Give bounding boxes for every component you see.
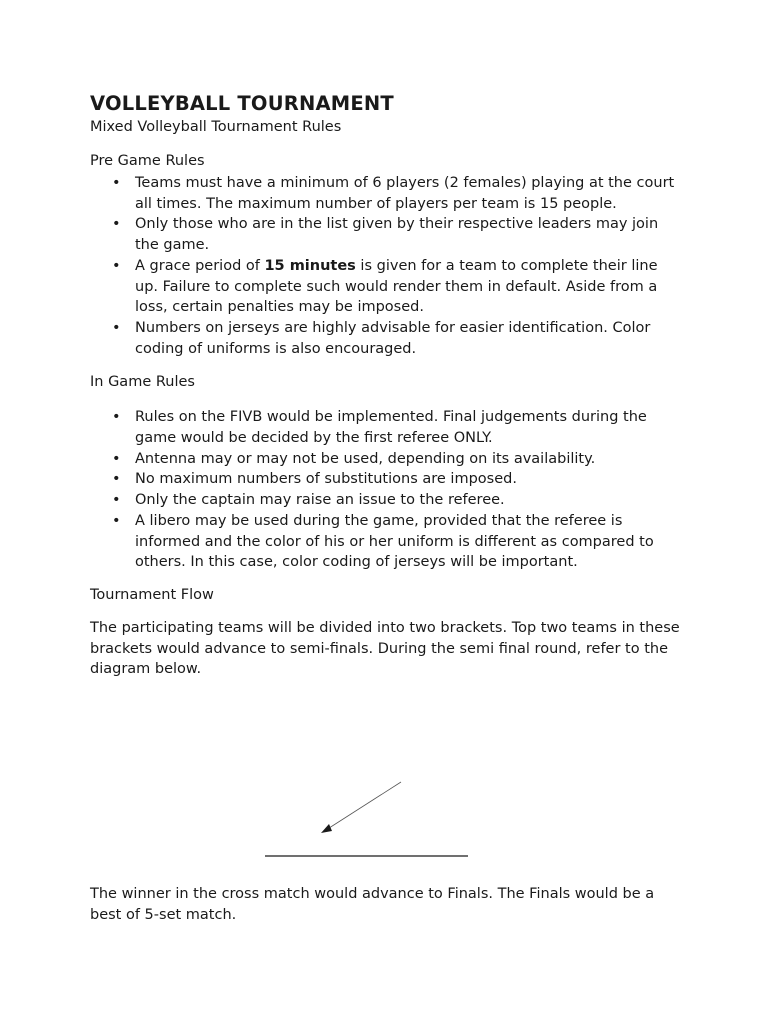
bullet-icon: • <box>112 512 121 529</box>
pre-game-heading: Pre Game Rules <box>90 153 205 169</box>
list-item: • A grace period of 15 minutes is given for a team to complete their line up. Failure to complete such would render them in default. Aside from a loss, certain penalties may be imposed. <box>112 257 658 316</box>
list-item: • Teams must have a minimum of 6 players (2 females) playing at the court all times. The maximum number of players per team is 15 people. <box>112 175 675 212</box>
list-item: • Rules on the FIVB would be implemented. Final judgements during the game would be decided by the first referee ONLY. <box>112 409 647 447</box>
grace-period-emphasis: 15 minutes <box>264 257 356 274</box>
in-game-list <box>90 407 690 573</box>
document-title: VOLLEYBALL TOURNAMENT <box>90 92 394 115</box>
list-item: • Only those who are in the list given by their respective leaders may join the game. <box>112 216 659 254</box>
tournament-flow-heading: Tournament Flow <box>90 586 214 603</box>
list-item: • Antenna may or may not be used, depending on its availability. <box>90 449 683 470</box>
bullet-icon: • <box>112 409 121 426</box>
bullet-icon: • <box>112 175 121 191</box>
bullet-icon: • <box>112 257 121 274</box>
bullet-icon: • <box>112 319 121 336</box>
bullet-icon: • <box>112 216 121 233</box>
bullet-icon: • <box>112 471 121 488</box>
arrowhead-icon <box>321 824 332 833</box>
list-item: • Only the captain may raise an issue to the referee. <box>90 490 683 511</box>
in-game-heading: In Game Rules <box>90 374 195 391</box>
bullet-icon: • <box>112 492 121 509</box>
list-item: • No maximum numbers of substitutions are imposed. <box>90 469 683 490</box>
diagram-arrow-line <box>326 782 401 830</box>
tournament-flow-paragraph: The participating teams will be divided into two brackets. Top two teams in these brackets would advance to semi-finals. During the semi final round, refer to the diagram below. <box>90 619 680 678</box>
finals-paragraph: The winner in the cross match would advance to Finals. The Finals would be a best of 5-set match. <box>90 886 655 923</box>
list-item: • Numbers on jerseys are highly advisable for easier identification. Color coding of uniforms is also encouraged. <box>112 319 651 357</box>
document-subtitle: Mixed Volleyball Tournament Rules <box>90 119 342 135</box>
list-item: • A libero may be used during the game, provided that the referee is informed and the color of his or her uniform is different as compared to others. In this case, color coding of jerseys will be important. <box>112 512 654 571</box>
bullet-icon: • <box>112 450 121 467</box>
document-body <box>90 92 690 680</box>
pre-game-list <box>90 173 690 359</box>
